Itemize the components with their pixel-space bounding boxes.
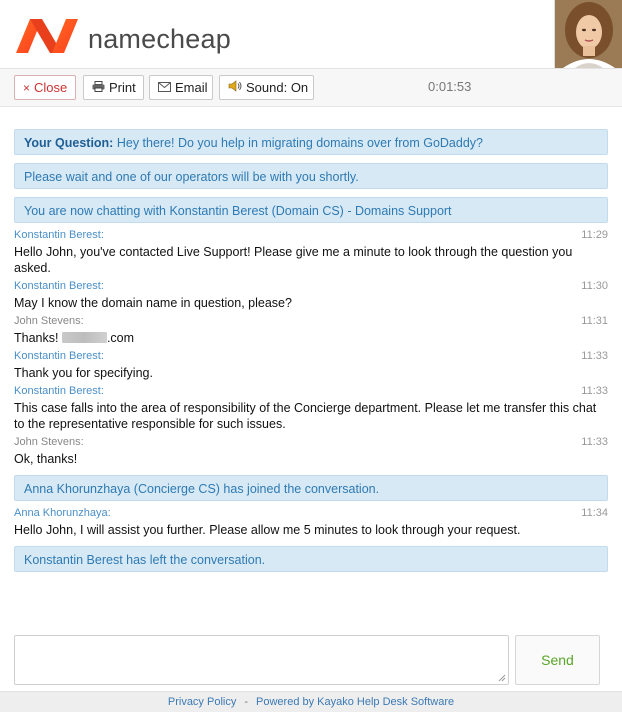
sound-toggle-button[interactable] [219, 75, 314, 100]
resize-grip-icon[interactable] [497, 673, 506, 682]
chat-message [14, 436, 608, 467]
wait-notice: Please wait and one of our operators will be with you shortly. [14, 163, 608, 189]
redacted-domain [62, 332, 107, 343]
speaker-icon [228, 80, 242, 95]
message-text-prefix: Thanks! [14, 331, 59, 345]
chat-message [14, 507, 608, 538]
joined-notice: Anna Khorunzhaya (Concierge CS) has joined the conversation. [14, 475, 608, 501]
question-text: Hey there! Do you help in migrating domains over from GoDaddy? [116, 136, 483, 150]
message-text: This case falls into the area of responsibility of the Concierge department. Please let me transfer this chat to the representative responsible for such issues. [14, 401, 597, 431]
sender-name: Konstantin Berest: [14, 385, 104, 397]
connected-notice: You are now chatting with Konstantin Berest (Domain CS) - Domains Support [14, 197, 608, 223]
footer-separator: - [244, 696, 249, 708]
chat-message [14, 385, 608, 432]
agent-avatar [554, 0, 622, 68]
sender-name: Anna Khorunzhaya: [14, 507, 111, 519]
message-text-suffix: .com [106, 331, 135, 345]
message-time: 11:29 [581, 229, 608, 241]
left-notice: Konstantin Berest has left the conversation. [14, 546, 608, 572]
message-text: Hello John, you've contacted Live Support! Please give me a minute to look through the question you asked. [14, 245, 573, 275]
chat-transcript [14, 129, 608, 580]
sender-name: Konstantin Berest: [14, 280, 104, 292]
message-input[interactable] [14, 635, 509, 685]
sender-name: Konstantin Berest: [14, 350, 104, 362]
message-text [14, 329, 608, 346]
namecheap-logo-icon [14, 17, 80, 55]
chat-message [14, 229, 608, 276]
chat-message [14, 315, 608, 346]
message-time: 11:33 [581, 385, 608, 397]
message-time: 11:31 [581, 315, 608, 327]
email-label: Email [175, 80, 208, 95]
brand-name: namecheap [88, 24, 231, 54]
close-label: Close [34, 80, 68, 95]
question-prefix: Your Question: [24, 136, 114, 150]
chat-timer: 0:01:53 [428, 79, 472, 94]
message-text: May I know the domain name in question, please? [14, 296, 292, 310]
send-button[interactable]: Send [515, 635, 600, 685]
privacy-policy-link[interactable]: Privacy Policy [167, 696, 237, 708]
envelope-icon [158, 81, 171, 95]
message-time: 11:33 [581, 350, 608, 362]
message-text: Hello John, I will assist you further. Please allow me 5 minutes to look through your request. [14, 523, 521, 537]
printer-icon [92, 81, 105, 95]
toolbar [0, 69, 622, 107]
chat-message [14, 350, 608, 381]
message-time: 11:34 [581, 507, 608, 519]
powered-by-link[interactable]: Powered by Kayako Help Desk Software [256, 696, 455, 708]
sender-name: John Stevens: [14, 315, 84, 327]
chat-message [14, 280, 608, 311]
close-icon: × [23, 80, 31, 95]
message-time: 11:30 [581, 280, 608, 292]
footer [0, 691, 622, 712]
email-button[interactable] [149, 75, 213, 100]
print-button[interactable] [83, 75, 144, 100]
message-text: Thank you for specifying. [14, 366, 153, 380]
close-button[interactable] [14, 75, 76, 100]
sound-label: Sound: On [246, 80, 309, 95]
message-text: Ok, thanks! [14, 452, 78, 466]
print-label: Print [109, 80, 136, 95]
sender-name: John Stevens: [14, 436, 84, 448]
question-banner [14, 129, 608, 155]
message-time: 11:33 [581, 436, 608, 448]
header [0, 0, 622, 69]
sender-name: Konstantin Berest: [14, 229, 104, 241]
